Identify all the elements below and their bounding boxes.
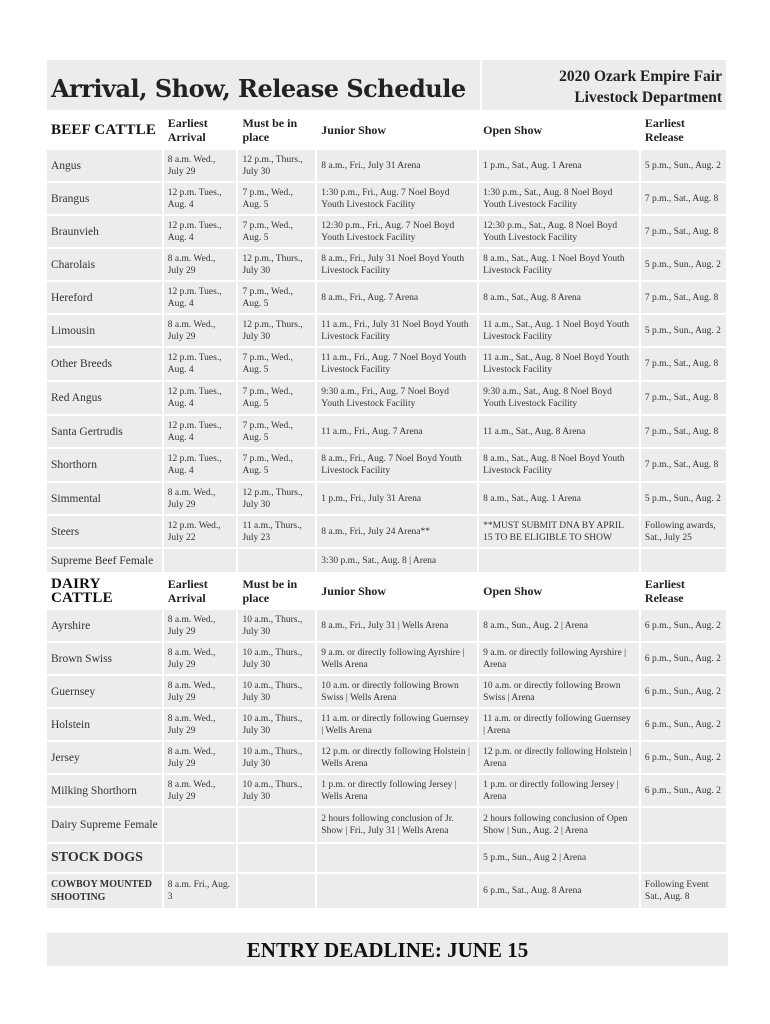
arrival-cell: 8 a.m. Wed., July 29: [164, 315, 237, 346]
col-header-release: Earliest Release: [641, 574, 726, 608]
row-name: Brown Swiss: [47, 643, 162, 674]
open-show-cell: 11 a.m., Sat., Aug. 8 Arena: [479, 416, 639, 447]
arrival-cell: 8 a.m. Wed., July 29: [164, 643, 237, 674]
row-name: Steers: [47, 516, 162, 547]
arrival-cell: [164, 808, 237, 842]
row-name: Other Breeds: [47, 348, 162, 380]
open-show-cell: 11 a.m., Sat., Aug. 8 Noel Boyd Youth Livestock Facility: [479, 348, 639, 380]
beef-section: [47, 112, 726, 572]
release-cell: 6 p.m., Sun., Aug. 2: [641, 742, 726, 773]
col-header-place: Must be in place: [238, 112, 315, 148]
col-header-open: Open Show: [479, 574, 639, 608]
table-row: [47, 348, 726, 380]
junior-show-cell: 9 a.m. or directly following Ayrshire | Wells Arena: [317, 643, 477, 674]
open-show-cell: 5 p.m., Sun., Aug 2 | Arena: [479, 844, 639, 872]
release-cell: Following awards, Sat., July 25: [641, 516, 726, 547]
release-cell: 7 p.m., Sat., Aug. 8: [641, 216, 726, 247]
junior-show-cell: 8 a.m., Fri., July 31 Arena: [317, 150, 477, 181]
arrival-cell: 8 a.m. Wed., July 29: [164, 775, 237, 806]
row-name: Ayrshire: [47, 610, 162, 641]
table-row: [47, 282, 726, 313]
row-name: Charolais: [47, 249, 162, 280]
col-header-junior: Junior Show: [317, 574, 477, 608]
arrival-cell: 12 p.m. Tues., Aug. 4: [164, 449, 237, 481]
open-show-cell: 11 a.m., Sat., Aug. 1 Noel Boyd Youth Livestock Facility: [479, 315, 639, 346]
title-box: [47, 60, 480, 110]
junior-show-cell: 11 a.m., Fri., Aug. 7 Arena: [317, 416, 477, 447]
open-show-cell: 8 a.m., Sat., Aug. 1 Arena: [479, 483, 639, 514]
schedule-table: [45, 110, 728, 910]
arrival-cell: 8 a.m. Fri., Aug. 3: [164, 874, 237, 908]
arrival-cell: [164, 549, 237, 572]
in-place-cell: 7 p.m., Wed., Aug. 5: [238, 449, 315, 481]
table-row: [47, 610, 726, 641]
table-row: [47, 449, 726, 481]
release-cell: 5 p.m., Sun., Aug. 2: [641, 483, 726, 514]
row-name: Jersey: [47, 742, 162, 773]
release-cell: 6 p.m., Sun., Aug. 2: [641, 676, 726, 707]
junior-show-cell: 10 a.m. or directly following Brown Swiss | Wells Arena: [317, 676, 477, 707]
arrival-cell: 8 a.m. Wed., July 29: [164, 150, 237, 181]
release-cell: 5 p.m., Sun., Aug. 2: [641, 150, 726, 181]
col-header-arrival: Earliest Arrival: [164, 574, 237, 608]
in-place-cell: 12 p.m., Thurs., July 30: [238, 483, 315, 514]
release-cell: 6 p.m., Sun., Aug. 2: [641, 775, 726, 806]
section-title-dairy: DAIRY CATTLE: [47, 574, 162, 608]
row-name: Santa Gertrudis: [47, 416, 162, 447]
open-show-cell: 9 a.m. or directly following Ayrshire | Arena: [479, 643, 639, 674]
stock-dogs-row: [47, 844, 726, 872]
col-header-open: Open Show: [479, 112, 639, 148]
in-place-cell: 10 a.m., Thurs., July 30: [238, 709, 315, 740]
junior-show-cell: 3:30 p.m., Sat., Aug. 8 | Arena: [317, 549, 477, 572]
table-row: [47, 808, 726, 842]
open-show-cell: 2 hours following conclusion of Open Show | Sun., Aug. 2 | Arena: [479, 808, 639, 842]
title-row: [45, 60, 728, 110]
table-row: [47, 516, 726, 547]
row-name: Hereford: [47, 282, 162, 313]
junior-show-cell: 11 a.m., Fri., Aug. 7 Noel Boyd Youth Livestock Facility: [317, 348, 477, 380]
open-show-cell: 1 p.m. or directly following Jersey | Arena: [479, 775, 639, 806]
release-cell: [641, 808, 726, 842]
in-place-cell: [238, 808, 315, 842]
row-name: Angus: [47, 150, 162, 181]
in-place-cell: 11 a.m., Thurs., July 23: [238, 516, 315, 547]
in-place-cell: 12 p.m., Thurs., July 30: [238, 150, 315, 181]
arrival-cell: 12 p.m. Tues., Aug. 4: [164, 282, 237, 313]
open-show-cell: 8 a.m., Sat., Aug. 1 Noel Boyd Youth Livestock Facility: [479, 249, 639, 280]
table-row: [47, 315, 726, 346]
table-row: [47, 643, 726, 674]
row-name: Braunvieh: [47, 216, 162, 247]
in-place-cell: 12 p.m., Thurs., July 30: [238, 315, 315, 346]
table-row: [47, 150, 726, 181]
page-title: Arrival, Show, Release Schedule: [51, 74, 466, 103]
release-cell: 5 p.m., Sun., Aug. 2: [641, 315, 726, 346]
junior-show-cell: 11 a.m. or directly following Guernsey | Wells Arena: [317, 709, 477, 740]
table-row: [47, 483, 726, 514]
open-show-cell: 8 a.m., Sat., Aug. 8 Arena: [479, 282, 639, 313]
row-name: Guernsey: [47, 676, 162, 707]
row-name: Brangus: [47, 183, 162, 214]
release-cell: 7 p.m., Sat., Aug. 8: [641, 449, 726, 481]
release-cell: 5 p.m., Sun., Aug. 2: [641, 249, 726, 280]
arrival-cell: 8 a.m. Wed., July 29: [164, 610, 237, 641]
open-show-cell: [479, 549, 639, 572]
arrival-cell: 8 a.m. Wed., July 29: [164, 249, 237, 280]
col-header-release: Earliest Release: [641, 112, 726, 148]
open-show-cell: 12 p.m. or directly following Holstein | Arena: [479, 742, 639, 773]
junior-show-cell: 1 p.m. or directly following Jersey | Wells Arena: [317, 775, 477, 806]
arrival-cell: 12 p.m. Tues., Aug. 4: [164, 348, 237, 380]
open-show-cell: 9:30 a.m., Sat., Aug. 8 Noel Boyd Youth Livestock Facility: [479, 382, 639, 414]
junior-show-cell: 11 a.m., Fri., July 31 Noel Boyd Youth Livestock Facility: [317, 315, 477, 346]
junior-show-cell: 8 a.m., Fri., Aug. 7 Noel Boyd Youth Livestock Facility: [317, 449, 477, 481]
table-row: [47, 183, 726, 214]
release-cell: Following Event Sat., Aug. 8: [641, 874, 726, 908]
table-row: [47, 416, 726, 447]
in-place-cell: 7 p.m., Wed., Aug. 5: [238, 282, 315, 313]
arrival-cell: 12 p.m. Tues., Aug. 4: [164, 382, 237, 414]
col-header-place: Must be in place: [238, 574, 315, 608]
junior-show-cell: 2 hours following conclusion of Jr. Show | Fri., July 31 | Wells Arena: [317, 808, 477, 842]
row-name: Red Angus: [47, 382, 162, 414]
junior-show-cell: 8 a.m., Fri., July 31 | Wells Arena: [317, 610, 477, 641]
in-place-cell: 7 p.m., Wed., Aug. 5: [238, 416, 315, 447]
in-place-cell: 10 a.m., Thurs., July 30: [238, 742, 315, 773]
release-cell: 7 p.m., Sat., Aug. 8: [641, 382, 726, 414]
dairy-section: [47, 574, 726, 842]
open-show-cell: **MUST SUBMIT DNA BY APRIL 15 TO BE ELIGIBLE TO SHOW: [479, 516, 639, 547]
arrival-cell: 12 p.m. Tues., Aug. 4: [164, 416, 237, 447]
table-row: [47, 249, 726, 280]
arrival-cell: 12 p.m. Tues., Aug. 4: [164, 216, 237, 247]
section-title-beef: BEEF CATTLE: [47, 112, 162, 148]
in-place-cell: 7 p.m., Wed., Aug. 5: [238, 183, 315, 214]
table-row: [47, 775, 726, 806]
release-cell: 7 p.m., Sat., Aug. 8: [641, 348, 726, 380]
table-row: [47, 709, 726, 740]
row-name: Holstein: [47, 709, 162, 740]
table-row: [47, 382, 726, 414]
release-cell: 6 p.m., Sun., Aug. 2: [641, 709, 726, 740]
open-show-cell: 6 p.m., Sat., Aug. 8 Arena: [479, 874, 639, 908]
table-row: [47, 216, 726, 247]
in-place-cell: 7 p.m., Wed., Aug. 5: [238, 216, 315, 247]
org-line-2: Livestock Department: [574, 89, 722, 106]
release-cell: 7 p.m., Sat., Aug. 8: [641, 183, 726, 214]
arrival-cell: 8 a.m. Wed., July 29: [164, 676, 237, 707]
in-place-cell: 10 a.m., Thurs., July 30: [238, 610, 315, 641]
junior-show-cell: 9:30 a.m., Fri., Aug. 7 Noel Boyd Youth Livestock Facility: [317, 382, 477, 414]
dairy-header-row: [47, 574, 726, 608]
other-section: [47, 844, 726, 908]
release-cell: 6 p.m., Sun., Aug. 2: [641, 643, 726, 674]
in-place-cell: 7 p.m., Wed., Aug. 5: [238, 382, 315, 414]
junior-show-cell: 8 a.m., Fri., July 31 Noel Boyd Youth Livestock Facility: [317, 249, 477, 280]
junior-show-cell: 1 p.m., Fri., July 31 Arena: [317, 483, 477, 514]
release-cell: [641, 549, 726, 572]
table-row: [47, 549, 726, 572]
in-place-cell: 7 p.m., Wed., Aug. 5: [238, 348, 315, 380]
row-name: Shorthorn: [47, 449, 162, 481]
in-place-cell: 12 p.m., Thurs., July 30: [238, 249, 315, 280]
junior-show-cell: 12 p.m. or directly following Holstein | Wells Arena: [317, 742, 477, 773]
arrival-cell: 12 p.m. Wed., July 22: [164, 516, 237, 547]
col-header-junior: Junior Show: [317, 112, 477, 148]
open-show-cell: 8 a.m., Sun., Aug. 2 | Arena: [479, 610, 639, 641]
arrival-cell: 12 p.m. Tues., Aug. 4: [164, 183, 237, 214]
arrival-cell: 8 a.m. Wed., July 29: [164, 709, 237, 740]
schedule-sheet: [45, 60, 728, 910]
arrival-cell: 8 a.m. Wed., July 29: [164, 483, 237, 514]
open-show-cell: 10 a.m. or directly following Brown Swiss | Arena: [479, 676, 639, 707]
junior-show-cell: 8 a.m., Fri., July 24 Arena**: [317, 516, 477, 547]
org-box: [482, 60, 726, 110]
open-show-cell: 1:30 p.m., Sat., Aug. 8 Noel Boyd Youth Livestock Facility: [479, 183, 639, 214]
in-place-cell: [238, 549, 315, 572]
org-line-1: 2020 Ozark Empire Fair: [559, 68, 722, 85]
open-show-cell: 1 p.m., Sat., Aug. 1 Arena: [479, 150, 639, 181]
cowboy-row: [47, 874, 726, 908]
junior-show-cell: 1:30 p.m., Fri., Aug. 7 Noel Boyd Youth Livestock Facility: [317, 183, 477, 214]
row-name: Limousin: [47, 315, 162, 346]
entry-deadline-banner: ENTRY DEADLINE: JUNE 15: [47, 933, 728, 966]
arrival-cell: 8 a.m. Wed., July 29: [164, 742, 237, 773]
row-name: Simmental: [47, 483, 162, 514]
row-name: Milking Shorthorn: [47, 775, 162, 806]
col-header-arrival: Earliest Arrival: [164, 112, 237, 148]
release-cell: 6 p.m., Sun., Aug. 2: [641, 610, 726, 641]
row-name: Dairy Supreme Female: [47, 808, 162, 842]
row-name: COWBOY MOUNTED SHOOTING: [47, 874, 162, 908]
open-show-cell: 11 a.m. or directly following Guernsey | Arena: [479, 709, 639, 740]
table-row: [47, 742, 726, 773]
in-place-cell: 10 a.m., Thurs., July 30: [238, 775, 315, 806]
row-name: Supreme Beef Female: [47, 549, 162, 572]
table-row: [47, 676, 726, 707]
release-cell: 7 p.m., Sat., Aug. 8: [641, 282, 726, 313]
release-cell: 7 p.m., Sat., Aug. 8: [641, 416, 726, 447]
in-place-cell: 10 a.m., Thurs., July 30: [238, 643, 315, 674]
in-place-cell: 10 a.m., Thurs., July 30: [238, 676, 315, 707]
row-name: STOCK DOGS: [47, 844, 162, 872]
open-show-cell: 12:30 p.m., Sat., Aug. 8 Noel Boyd Youth Livestock Facility: [479, 216, 639, 247]
junior-show-cell: 12:30 p.m., Fri., Aug. 7 Noel Boyd Youth Livestock Facility: [317, 216, 477, 247]
beef-header-row: [47, 112, 726, 148]
open-show-cell: 8 a.m., Sat., Aug. 8 Noel Boyd Youth Livestock Facility: [479, 449, 639, 481]
junior-show-cell: 8 a.m., Fri., Aug. 7 Arena: [317, 282, 477, 313]
